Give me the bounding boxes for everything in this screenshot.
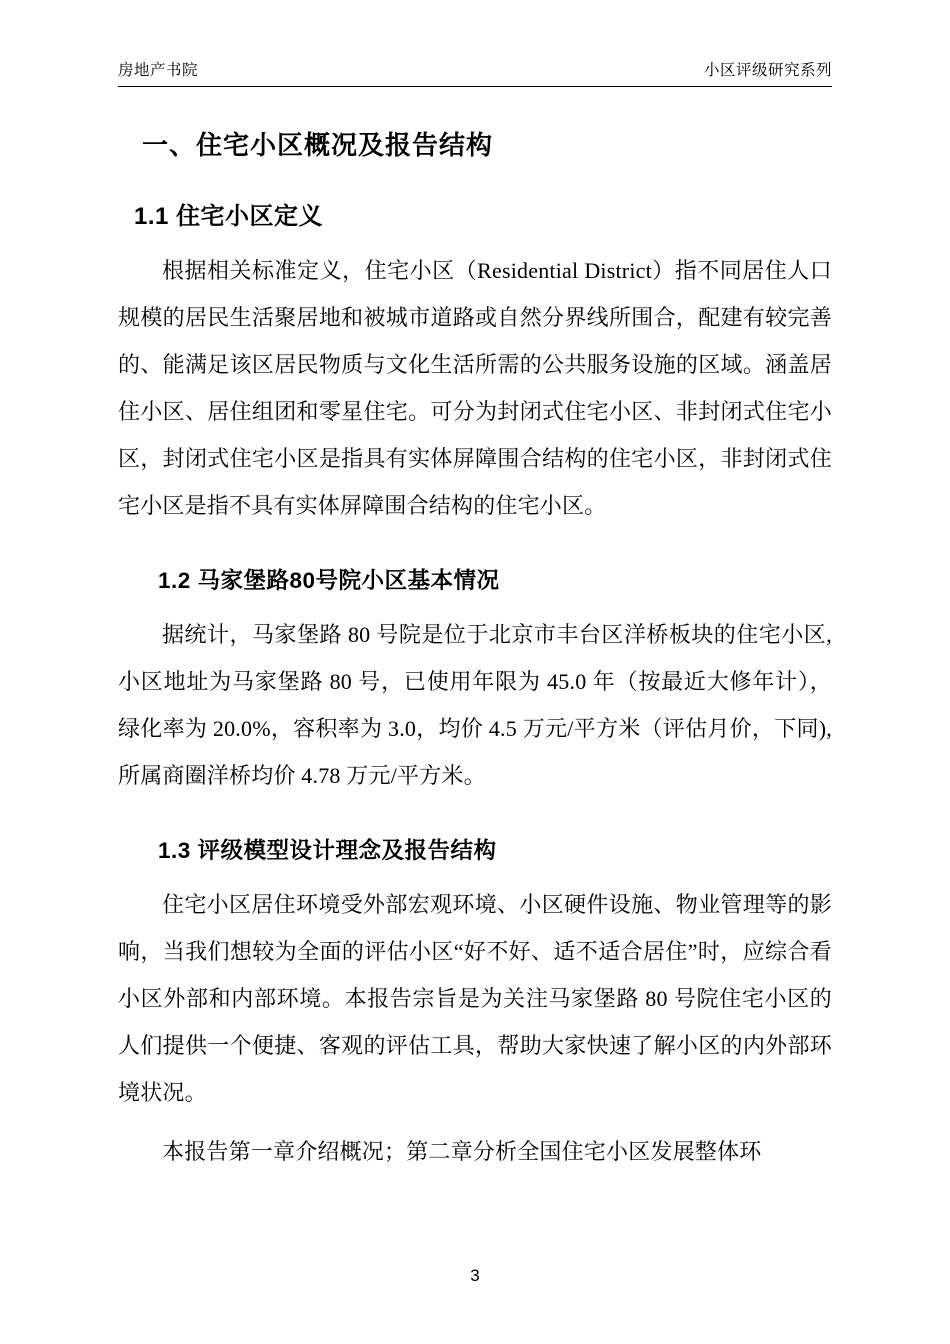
page-number: 3 [470,1266,480,1285]
section-heading-1-3: 1.3 评级模型设计理念及报告结构 [158,838,497,863]
paragraph-1-2-1: 据统计，马家堡路 80 号院是位于北京市丰台区洋桥板块的住宅小区, 小区地址为马家堡路 80 号，已使用年限为 45.0 年（按最近大修年计），绿化率为 20.0%，容积率为 3.0，均价 4.5 万元/平方米（评估月价，下同), 所属商圈洋桥均价 4.78 万元/平方米。 [118,622,832,788]
paragraph-1-3-2: 本报告第一章介绍概况；第二章分析全国住宅小区发展整体环 [162,1139,762,1164]
paragraph-1-3-1: 住宅小区居住环境受外部宏观环境、小区硬件设施、物业管理等的影响，当我们想较为全面的评估小区“好不好、适不适合居住”时，应综合看小区外部和内部环境。本报告宗旨是为关注马家堡路 80 号院住宅小区的人们提供一个便捷、客观的评估工具，帮助大家快速了解小区的内外部环境状况。 [118,892,832,1105]
page-content [118,58,832,1175]
chapter-title: 一、住宅小区概况及报告结构 [142,130,494,160]
paragraph-1-1-1: 根据相关标准定义，住宅小区（Residential District）指不同居住人口规模的居民生活聚居地和被城市道路或自然分界线所围合，配建有较完善的、能满足该区居民物质与文化生活所需的公共服务设施的区域。涵盖居住小区、居住组团和零星住宅。可分为封闭式住宅小区、非封闭式住宅小区，封闭式住宅小区是指具有实体屏障围合结构的住宅小区，非封闭式住宅小区是指不具有实体屏障围合结构的住宅小区。 [118,258,832,518]
section-heading-1-1: 1.1 住宅小区定义 [134,203,324,230]
header-right-label: 小区评级研究系列 [703,62,832,79]
section-heading-1-2: 1.2 马家堡路80号院小区基本情况 [158,568,500,593]
header-left-label: 房地产书院 [118,62,199,79]
running-header [118,58,832,87]
